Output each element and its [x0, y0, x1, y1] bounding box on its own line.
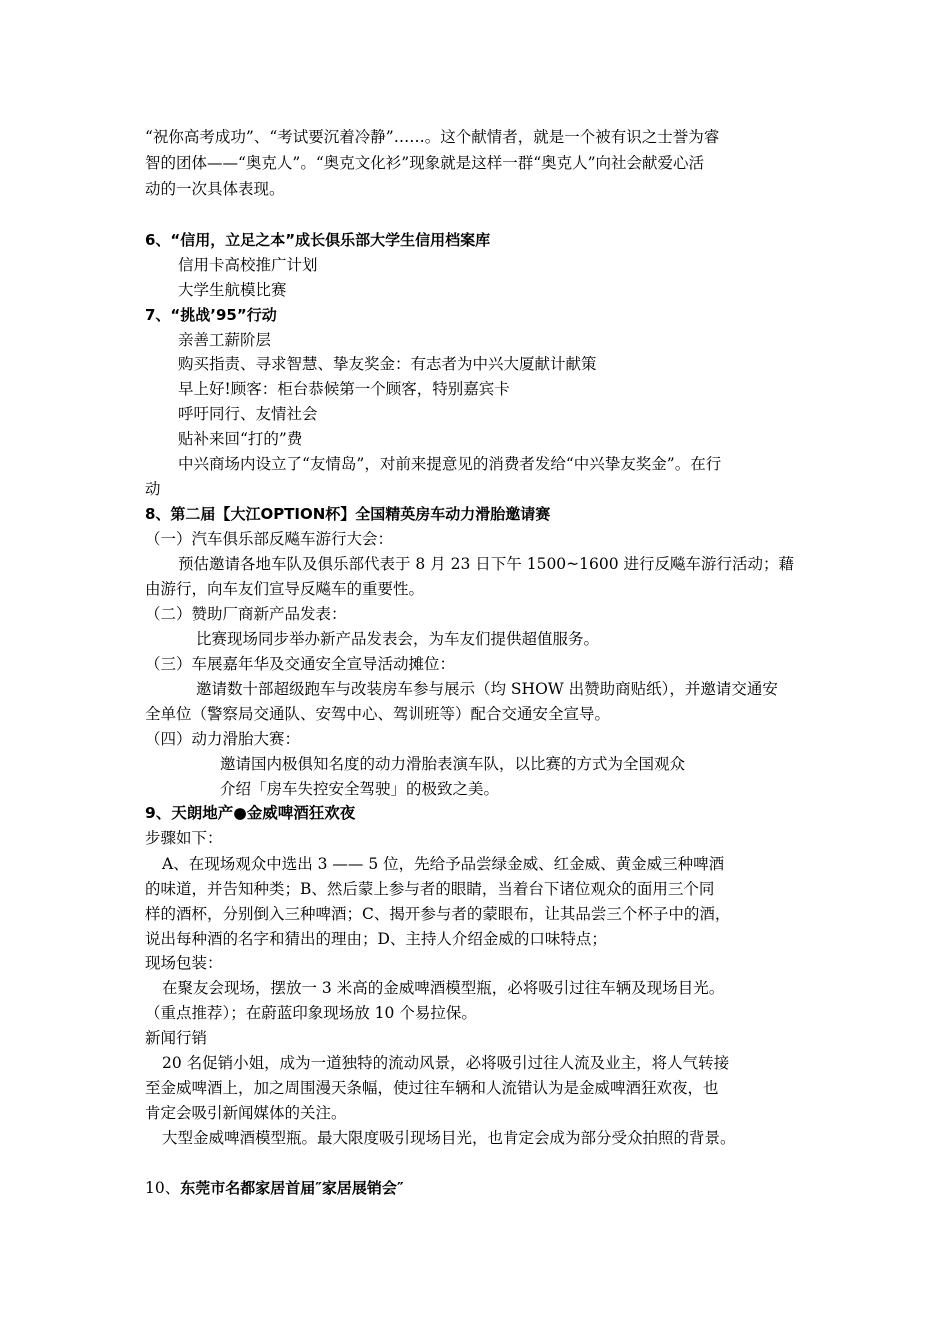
section-8-sub2: （二）赞助厂商新产品发表：	[145, 605, 347, 623]
intro-line-2: 智的团体——“奥克人”。“奥克文化衫”现象就是这样一群“奥克人”向社会献爱心活	[145, 154, 705, 172]
section-8-sub3: （三）车展嘉年华及交通安全宣导活动摊位：	[145, 655, 456, 673]
section-9-news-line: 肯定会吸引新闻媒体的关注。	[145, 1104, 347, 1122]
section-9-news-line: 至金威啤酒上，加之周围漫天条幅，使过往车辆和人流错认为是金威啤酒狂欢夜，也	[145, 1079, 719, 1097]
section-8-sub4-text: 邀请国内极俱知名度的动力滑胎表演车队，以比赛的方式为全国观众	[220, 755, 686, 773]
section-6-item: 信用卡高校推广计划	[178, 256, 318, 274]
section-10-title: 东莞市名都家居首届″家居展销会″	[180, 1179, 404, 1197]
section-8-sub4-text: 介绍「房车失控安全驾驶」的极致之美。	[220, 780, 500, 798]
section-6-item: 大学生航模比赛	[178, 281, 287, 299]
section-8-sub2-text: 比赛现场同步举办新产品发表会，为车友们提供超值服务。	[196, 630, 600, 648]
section-9-news-line: 20 名促销小姐，成为一道独特的流动风景，必将吸引过往人流及业主，将人气转接	[162, 1054, 730, 1072]
section-8-sub1: （一）汽车俱乐部反飚车游行大会：	[145, 530, 394, 548]
section-8-sub1-text: 预估邀请各地车队及俱乐部代表于 8 月 23 日下午 1500~1600 进行反飚车游行活动；藉	[178, 555, 795, 573]
section-9-step-line: 说出每种酒的名字和猜出的理由；D、主持人介绍金威的口味特点；	[145, 930, 607, 948]
section-8-sub3-text: 邀请数十部超级跑车与改装房车参与展示（均 SHOW 出赞助商贴纸），并邀请交通安	[196, 680, 778, 698]
section-9-pack-label: 现场包装：	[145, 954, 223, 972]
section-7-tail: 动	[145, 480, 161, 498]
section-9-step-line: 样的酒杯，分别倒入三种啤酒；C、揭开参与者的蒙眼布，让其品尝三个杯子中的酒，	[145, 905, 731, 923]
section-7-item: 贴补来回“打的”费	[178, 430, 303, 448]
section-9-heading: 9、天朗地产●金威啤酒狂欢夜	[145, 804, 356, 822]
section-8-sub4: （四）动力滑胎大赛：	[145, 730, 301, 748]
section-10-number: 10、	[145, 1179, 181, 1197]
section-9-pack-line: （重点推荐）；在蔚蓝印象现场放 10 个易拉保。	[145, 1004, 477, 1022]
section-9-step-line: A、在现场观众中选出 3 —— 5 位，先给予品尝绿金威、红金威、黄金威三种啤酒	[162, 855, 725, 873]
section-7-item: 呼吁同行、友情社会	[178, 405, 318, 423]
section-7-item: 早上好!顾客：柜台恭候第一个顾客，特别嘉宾卡	[178, 380, 510, 398]
section-10-heading	[145, 1177, 404, 1199]
intro-line-3: 动的一次具体表现。	[145, 180, 285, 198]
section-9-pack-line: 在聚友会现场，摆放一 3 米高的金威啤酒模型瓶，必将吸引过往车辆及现场目光。	[162, 979, 725, 997]
section-9-steps-label: 步骤如下：	[145, 829, 223, 847]
section-6-heading: 6、“信用，立足之本”成长俱乐部大学生信用档案库	[145, 231, 491, 249]
section-8-sub3-text: 全单位（警察局交通队、安驾中心、驾训班等）配合交通安全宣导。	[145, 705, 611, 723]
section-8-heading: 8、第二届【大江OPTION杯】全国精英房车动力滑胎邀请赛	[145, 505, 551, 523]
section-7-item: 中兴商场内设立了“友情岛”，对前来提意见的消费者发给“中兴挚友奖金”。在行	[178, 455, 722, 473]
section-9-news-label: 新闻行销	[145, 1029, 208, 1047]
section-9-news-line: 大型金威啤酒模型瓶。最大限度吸引现场目光，也肯定会成为部分受众拍照的背景。	[162, 1129, 736, 1147]
section-7-item: 购买指责、寻求智慧、挚友奖金：有志者为中兴大厦献计献策	[178, 355, 597, 373]
section-7-item: 亲善工薪阶层	[178, 331, 272, 349]
section-7-heading: 7、“挑战’95”行动	[145, 306, 277, 324]
section-8-sub1-text: 由游行，向车友们宣导反飚车的重要性。	[145, 580, 425, 598]
section-9-step-line: 的味道，并告知种类；B、然后蒙上参与者的眼睛，当着台下诸位观众的面用三个同	[145, 880, 715, 898]
intro-line-1: “祝你高考成功”、“考试要沉着冷静”……。这个献情者，就是一个被有识之士誉为睿	[145, 128, 720, 146]
